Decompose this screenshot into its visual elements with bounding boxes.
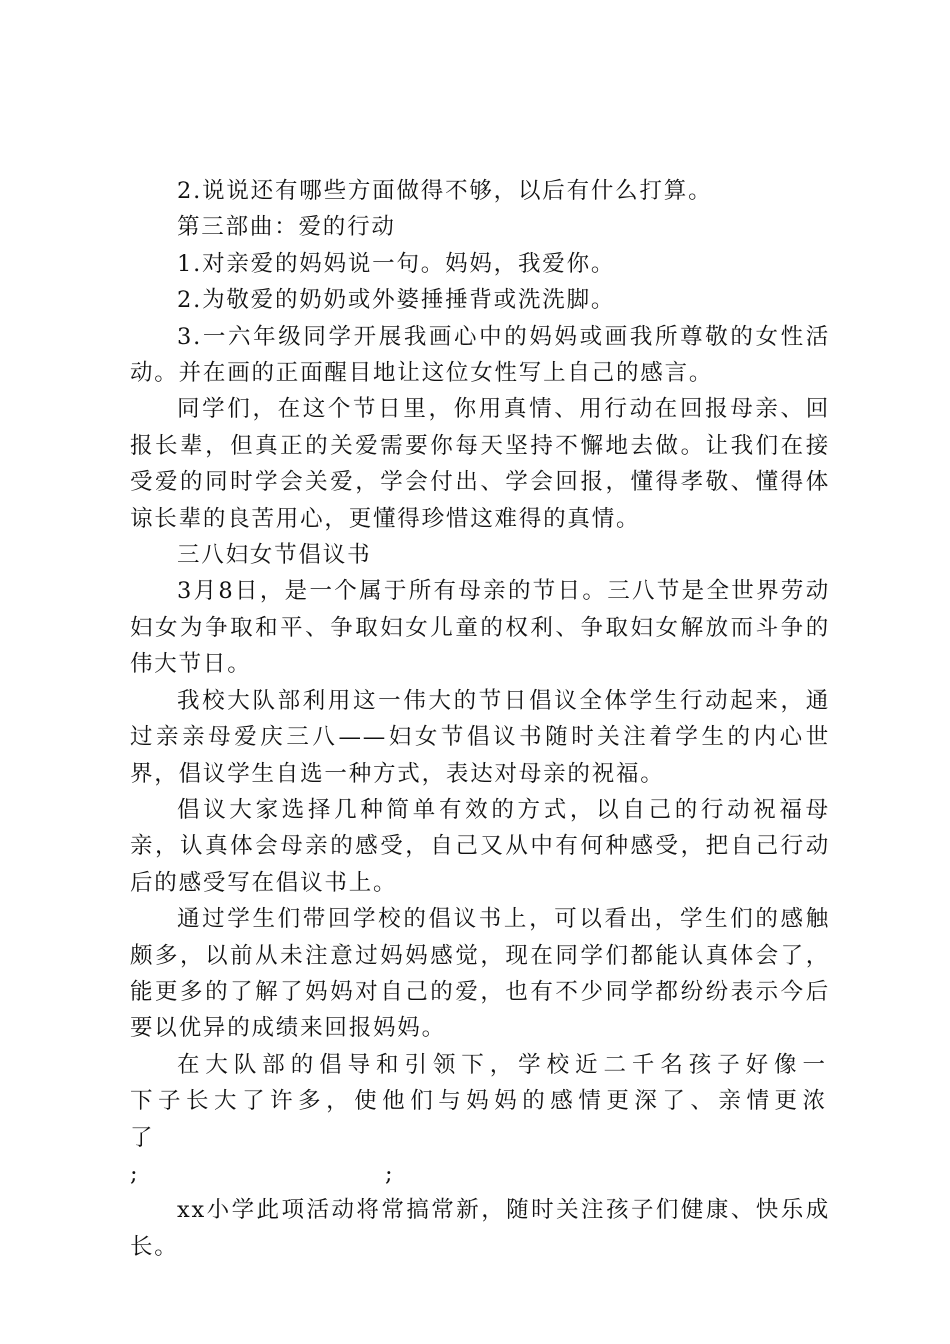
semicolon-line [130,1156,830,1192]
semicolon-left: ; [130,1160,138,1187]
paragraph-11: xx小学此项活动将常搞常新，随时关注孩子们健康、快乐成长。 [130,1197,830,1260]
paragraph-4: 3.一六年级同学开展我画心中的妈妈或画我所尊敬的女性活动。并在画的正面醒目地让这位女性写上自己的感言。 [130,323,830,387]
document-body [130,173,830,1265]
paragraph-7: 我校大队部利用这一伟大的节日倡议全体学生行动起来，通过亲亲母爱庆三八——妇女节倡议书随时关注着学生的内心世界，倡议学生自选一种方式，表达对母亲的祝福。 [130,687,830,787]
paragraph-6: 3月8日，是一个属于所有母亲的节日。三八节是全世界劳动妇女为争取和平、争取妇女儿童的权利、争取妇女解放而斗争的伟大节日。 [130,578,830,678]
paragraph-5: 同学们，在这个节日里，你用真情、用行动在回报母亲、回报长辈，但真正的关爱需要你每天坚持不懈地去做。让我们在接受爱的同时学会关爱，学会付出、学会回报，懂得孝敬、懂得体谅长辈的良苦用心，更懂得珍惜这难得的真情。 [130,396,830,532]
paragraph-2: 1.对亲爱的妈妈说一句。妈妈，我爱你。 [177,250,616,277]
paragraph-10: 在大队部的倡导和引领下，学校近二千名孩子好像一下子长大了许多，使他们与妈妈的感情更深了、亲情更浓了 [130,1051,830,1151]
paragraph-8: 倡议大家选择几种简单有效的方式，以自己的行动祝福母亲，认真体会母亲的感受，自己又从中有何种感受，把自己行动后的感受写在倡议书上。 [130,796,830,896]
paragraph-9: 通过学生们带回学校的倡议书上，可以看出，学生们的感触颇多，以前从未注意过妈妈感觉，现在同学们都能认真体会了，能更多的了解了妈妈对自己的爱，也有不少同学都纷纷表示今后要以优异的成绩来回报妈妈。 [130,906,830,1042]
semicolon-right: ; [385,1160,393,1187]
proposal-title: 三八妇女节倡议书 [177,542,372,569]
paragraph-3: 2.为敬爱的奶奶或外婆捶捶背或洗洗脚。 [177,287,616,314]
section-heading-part-three: 第三部曲：爱的行动 [177,214,396,241]
paragraph-1: 2.说说还有哪些方面做得不够，以后有什么打算。 [177,178,713,204]
